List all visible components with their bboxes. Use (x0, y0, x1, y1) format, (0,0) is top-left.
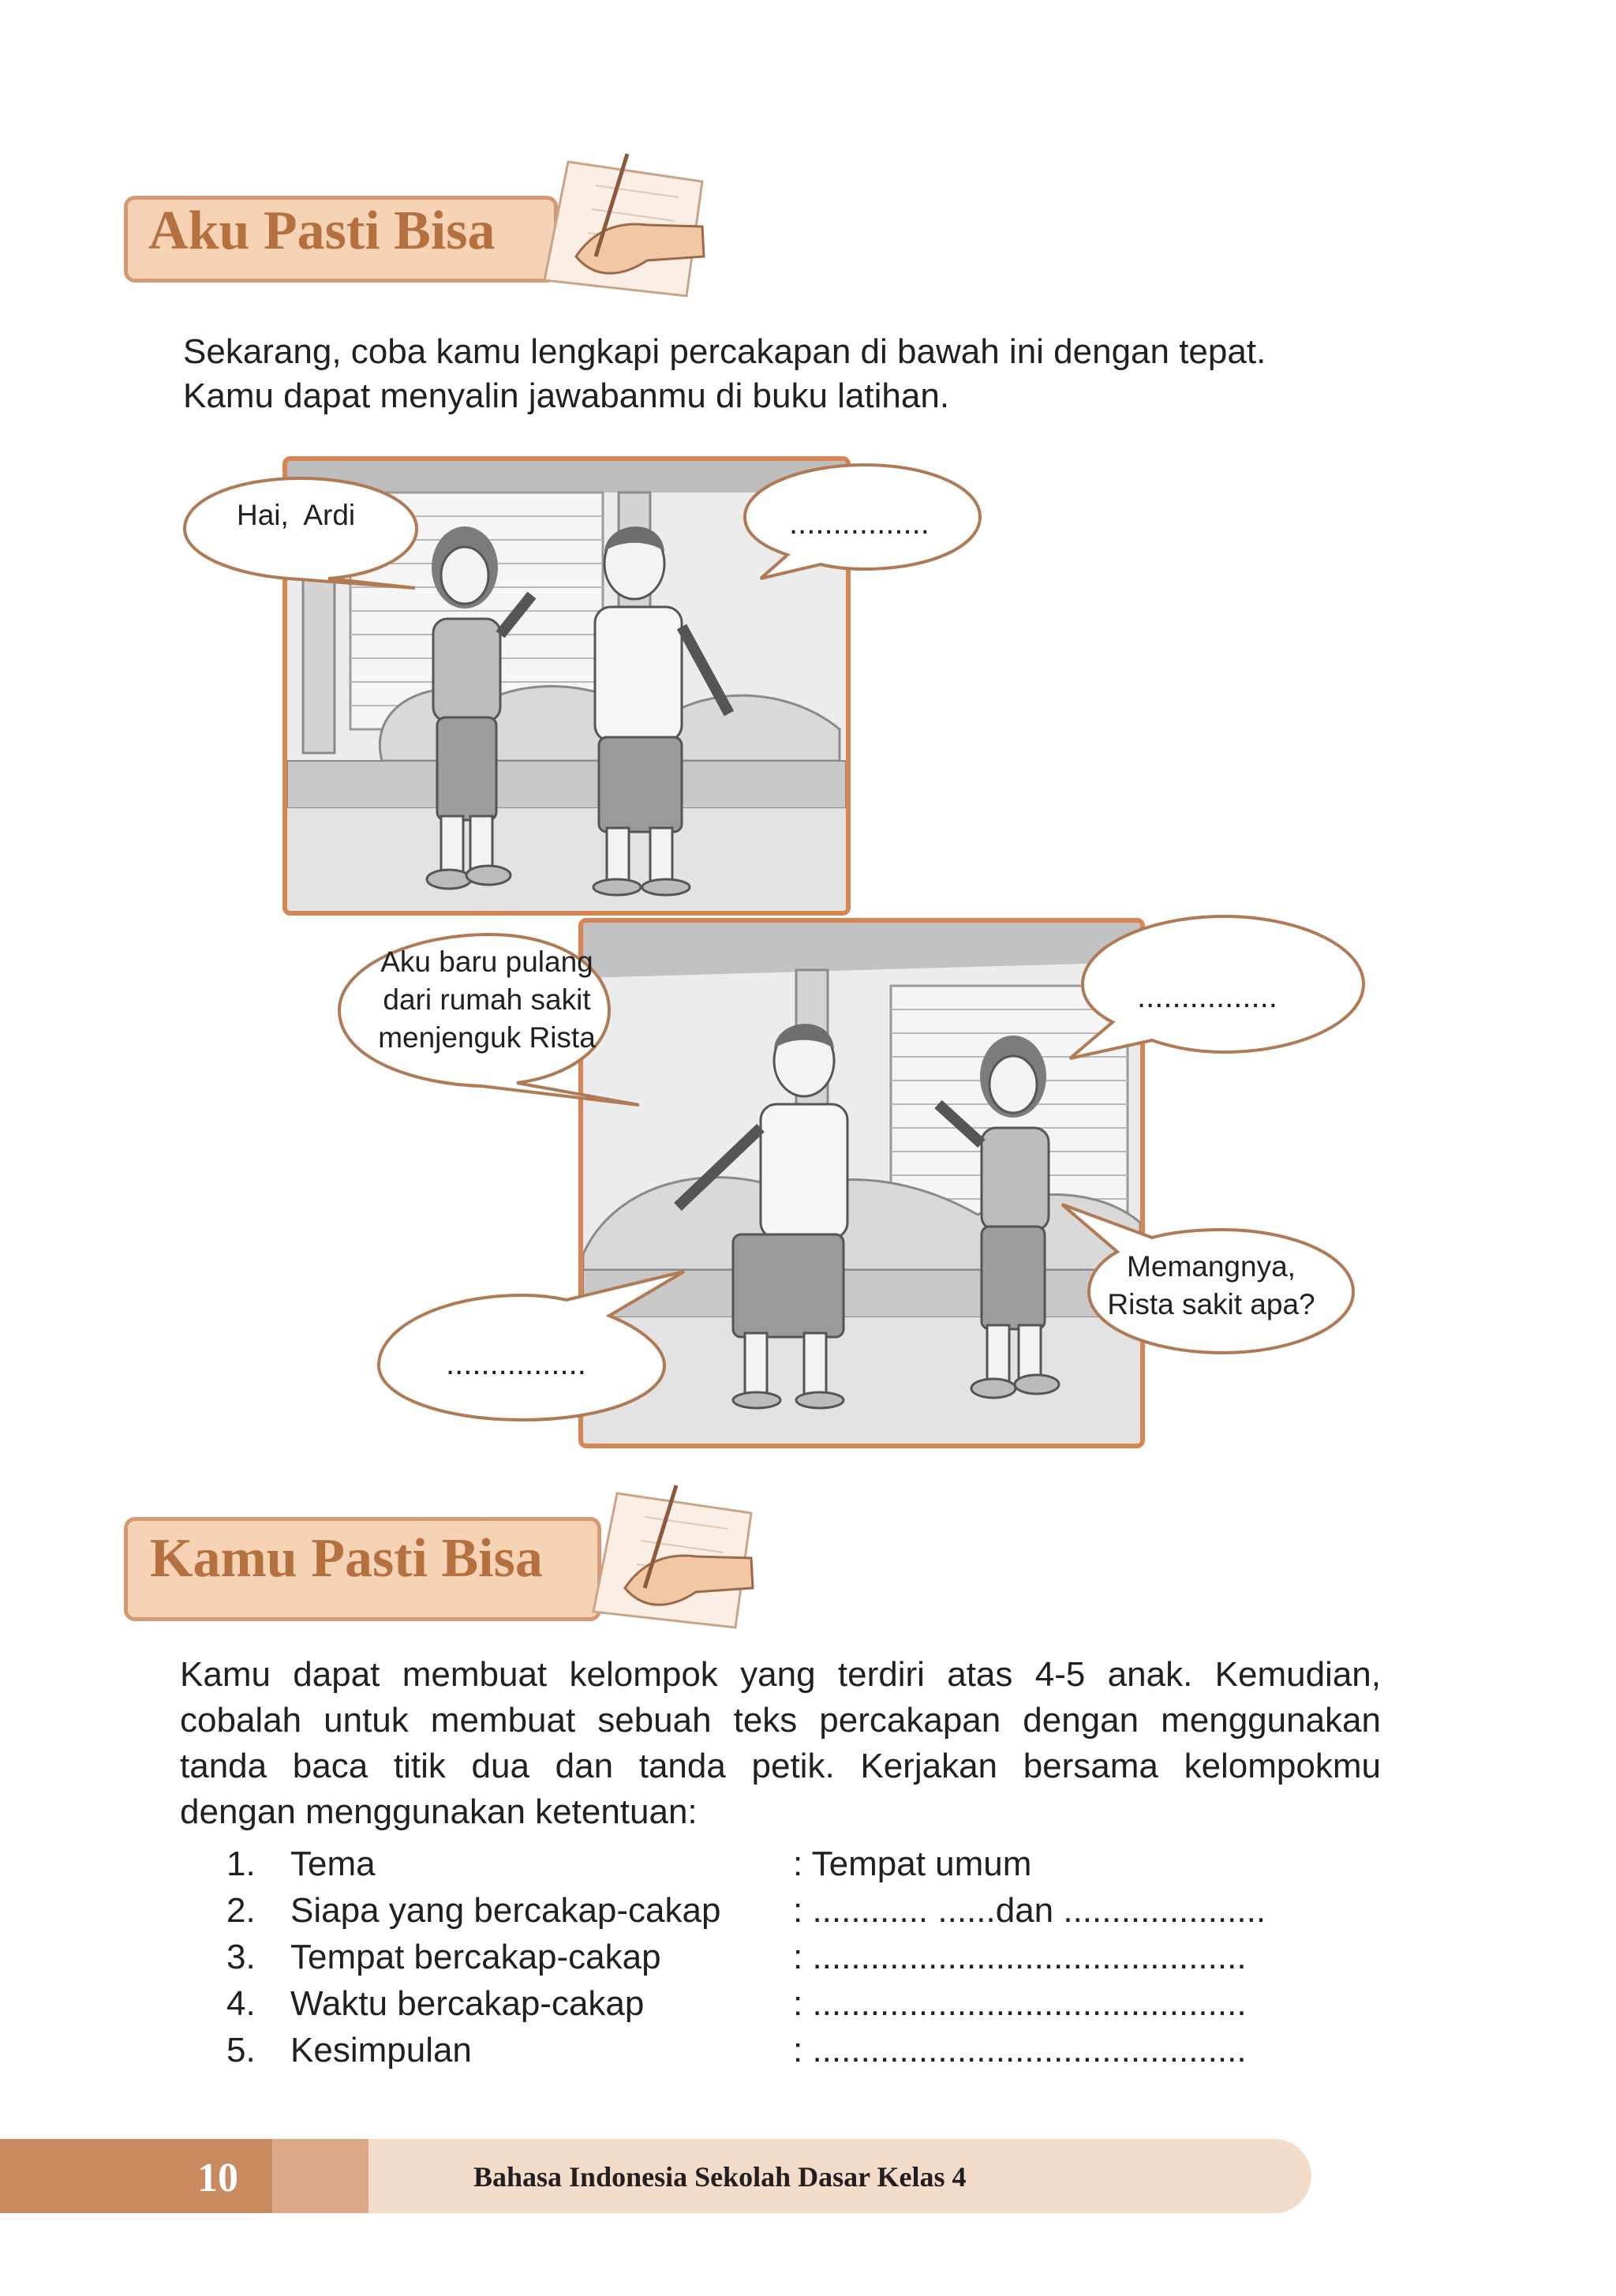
list-item-value: : ............ ......dan ..................... (793, 1891, 1266, 1930)
writing-hand-icon (521, 138, 718, 308)
bubble-text-panel2-bottom-left: ................ (446, 1347, 586, 1381)
footer-segment-mid (272, 2139, 368, 2213)
section1-instruction-line-2: Kamu dapat menyalin jawabanmu di buku latihan. (183, 376, 950, 415)
list-item-number: 2. (226, 1891, 256, 1930)
book-title: Bahasa Indonesia Sekolah Dasar Kelas 4 (473, 2161, 967, 2193)
bubble-text-panel2-top-right: ................ (1137, 979, 1277, 1014)
list-item-label: Kesimpulan (290, 2031, 472, 2069)
section2-paragraph-line-2: cobalah untuk membuat sebuah teks percakapan dengan menggunakan (180, 1701, 1381, 1740)
list-item-label: Waktu bercakap-cakap (290, 1984, 645, 2023)
writing-hand-icon (570, 1470, 767, 1639)
list-item-label: Siapa yang bercakap-cakap (290, 1891, 721, 1930)
bubble-text-panel1-right: ................ (789, 506, 930, 541)
bubble-text-aku-baru-pulang-line-2: dari rumah sakit (383, 983, 591, 1016)
bubble-text-memangnya-line-2: Rista sakit apa? (1107, 1288, 1315, 1320)
list-item-number: 3. (226, 1938, 256, 1976)
list-item-value: : ............................................. (793, 2031, 1247, 2069)
bubble-text-aku-baru-pulang-line-1: Aku baru pulang (380, 946, 593, 978)
section2-paragraph-line-1: Kamu dapat membuat kelompok yang terdiri atas 4-5 anak. Kemudian, (180, 1655, 1381, 1694)
section2-paragraph-line-3: tanda baca titik dua dan tanda petik. Kerjakan bersama kelompokmu (180, 1747, 1381, 1785)
list-item-number: 1. (226, 1845, 256, 1883)
section2-title: Kamu Pasti Bisa (150, 1528, 543, 1589)
list-item-label: Tema (290, 1845, 376, 1883)
list-item-value: : Tempat umum (793, 1845, 1032, 1883)
page-number: 10 (197, 2156, 238, 2200)
list-item-number: 4. (226, 1984, 256, 2023)
list-item-value: : ............................................. (793, 1984, 1247, 2023)
bubble-text-hai-ardi: Hai, Ardi (237, 499, 356, 531)
bubble-text-memangnya-line-1: Memangnya, (1127, 1250, 1296, 1283)
section1-title: Aku Pasti Bisa (148, 200, 496, 261)
section1-instruction-line-1: Sekarang, coba kamu lengkapi percakapan di bawah ini dengan tepat. (183, 332, 1266, 371)
list-item-value: : ............................................. (793, 1938, 1247, 1976)
list-item-number: 5. (226, 2031, 256, 2069)
bubble-text-aku-baru-pulang-line-3: menjenguk Rista (378, 1021, 596, 1054)
section2-paragraph-line-4: dengan menggunakan ketentuan: (180, 1792, 698, 1831)
list-item-label: Tempat bercakap-cakap (290, 1938, 661, 1976)
